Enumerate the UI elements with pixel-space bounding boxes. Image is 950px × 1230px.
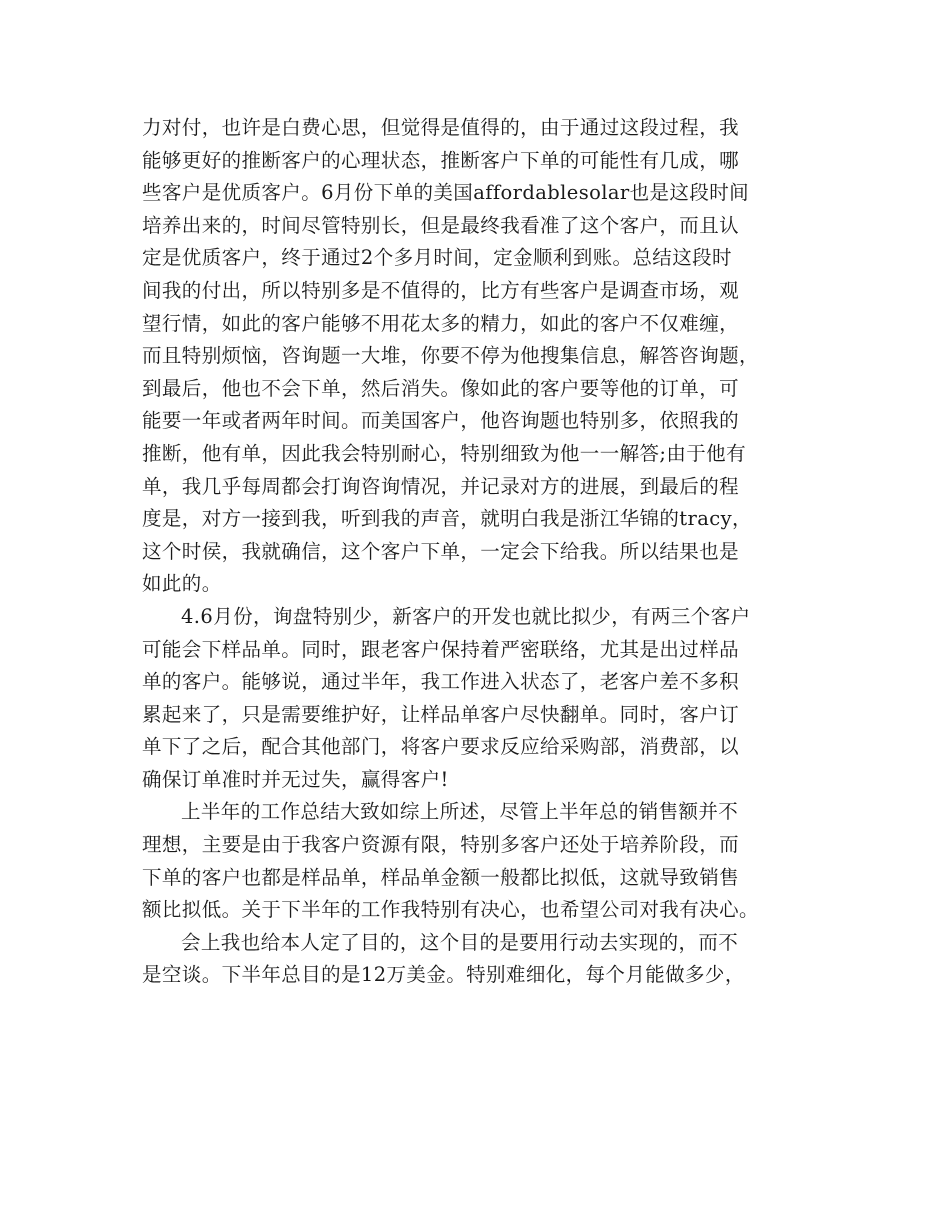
text-line: 下单的客户也都是样品单，样品单金额一般都比拟低，这就导致销售: [142, 865, 740, 889]
text-line: 4.6月份，询盘特别少，新客户的开发也就比拟少，有两三个客户: [181, 604, 751, 628]
text-line: 间我的付出，所以特别多是不值得的，比方有些客户是调查市场，观: [142, 278, 740, 302]
text-line: 确保订单准时并无过失，赢得客户!: [142, 767, 449, 791]
text-line: 累起来了，只是需要维护好，让样品单客户尽快翻单。同时，客户订: [142, 702, 740, 726]
text-line: 会上我也给本人定了目的，这个目的是要用行动去实现的，而不: [181, 930, 739, 954]
text-line: 推断，他有单，因此我会特别耐心，特别细致为他一一解答;由于他有: [142, 441, 746, 465]
text-line: 定是优质客户，终于通过2个多月时间，定金顺利到账。总结这段时: [142, 246, 732, 270]
text-line: 额比拟低。关于下半年的工作我特别有决心，也希望公司对我有决心。: [142, 898, 759, 922]
text-line: 如此的。: [142, 572, 222, 596]
text-line: 可能会下样品单。同时，跟老客户保持着严密联络，尤其是出过样品: [142, 637, 740, 661]
paragraph-1: [142, 112, 812, 601]
text-line: 这个时侯，我就确信，这个客户下单，一定会下给我。所以结果也是: [142, 539, 740, 563]
document-page: [142, 112, 812, 992]
text-line: 上半年的工作总结大致如综上所述，尽管上半年总的销售额并不: [181, 800, 739, 824]
text-line: 是空谈。下半年总目的是12万美金。特别难细化，每个月能做多少，: [142, 963, 745, 987]
paragraph-3: [142, 796, 812, 926]
text-line: 到最后，他也不会下单，然后消失。像如此的客户要等他的订单，可: [142, 376, 740, 400]
text-line: 单下了之后，配合其他部门，将客户要求反应给采购部，消费部，以: [142, 735, 740, 759]
text-line: 些客户是优质客户。6月份下单的美国affordablesolar也是这段时间: [142, 181, 750, 205]
text-line: 而且特别烦恼，咨询题一大堆，你要不停为他搜集信息，解答咨询题，: [142, 344, 759, 368]
text-line: 理想，主要是由于我客户资源有限，特别多客户还处于培养阶段，而: [142, 833, 740, 857]
text-line: 单的客户。能够说，通过半年，我工作进入状态了，老客户差不多积: [142, 670, 740, 694]
text-line: 力对付，也许是白费心思，但觉得是值得的，由于通过这段过程，我: [142, 116, 740, 139]
paragraph-4: [142, 927, 812, 992]
text-line: 望行情，如此的客户能够不用花太多的精力，如此的客户不仅难缠，: [142, 311, 740, 335]
text-line: 能够更好的推断客户的心理状态，推断客户下单的可能性有几成，哪: [142, 148, 740, 172]
text-line: 单，我几乎每周都会打询咨询情况，并记录对方的进展，到最后的程: [142, 474, 740, 498]
text-line: 培养出来的，时间尽管特别长，但是最终我看准了这个客户，而且认: [142, 213, 740, 237]
text-line: 能要一年或者两年时间。而美国客户，他咨询题也特别多，依照我的: [142, 409, 740, 433]
paragraph-2: [142, 601, 812, 797]
text-line: 度是，对方一接到我，听到我的声音，就明白我是浙江华锦的tracy，: [142, 507, 752, 531]
